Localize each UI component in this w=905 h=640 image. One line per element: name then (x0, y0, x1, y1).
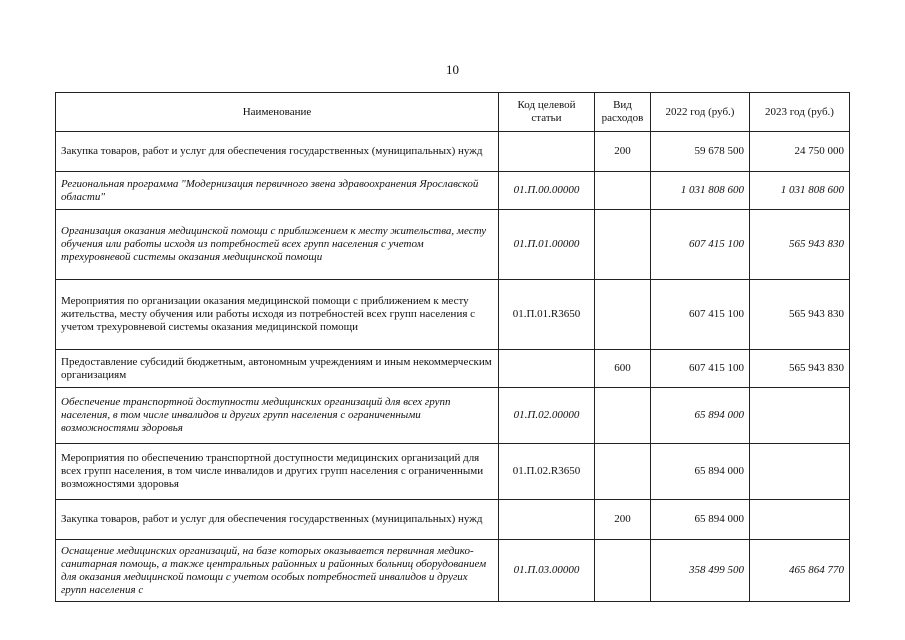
page-number: 10 (446, 62, 459, 77)
row-name: Мероприятия по организации оказания медицинской помощи с приближением к месту жительства, месту обучения или работы исходя из потребностей всех групп населения с учетом трехуровневой системы оказания медицинской помощи (56, 280, 499, 350)
row-code (499, 500, 595, 540)
row-2023: 24 750 000 (750, 132, 850, 172)
table-row (56, 132, 850, 172)
row-kind (595, 444, 651, 500)
header-code: Код целевой статьи (499, 93, 595, 132)
row-kind (595, 388, 651, 444)
table-row (56, 350, 850, 388)
row-2022: 607 415 100 (651, 280, 750, 350)
table-row (56, 540, 850, 602)
row-kind (595, 210, 651, 280)
row-kind: 200 (595, 500, 651, 540)
row-kind (595, 540, 651, 602)
row-name: Предоставление субсидий бюджетным, автономным учреждениям и иным некоммерческим организациям (56, 350, 499, 388)
row-2023 (750, 500, 850, 540)
table-row (56, 388, 850, 444)
row-code: 01.П.02.R3650 (499, 444, 595, 500)
row-code: 01.П.01.00000 (499, 210, 595, 280)
row-2022: 1 031 808 600 (651, 172, 750, 210)
row-2022: 65 894 000 (651, 500, 750, 540)
table-row (56, 500, 850, 540)
row-code (499, 132, 595, 172)
row-code: 01.П.01.R3650 (499, 280, 595, 350)
row-kind: 200 (595, 132, 651, 172)
table-header-row (56, 93, 850, 132)
row-2022: 358 499 500 (651, 540, 750, 602)
row-name: Оснащение медицинских организаций, на базе которых оказывается первичная медико-санитарная помощь, а также центральных районных и районных больниц оборудованием для оказания медицинской помощи с учетом особых потребностей инвалидов и других групп населения с (56, 540, 499, 602)
row-2022: 607 415 100 (651, 350, 750, 388)
row-name: Региональная программа "Модернизация первичного звена здравоохранения Ярославской области" (56, 172, 499, 210)
table-row (56, 210, 850, 280)
row-2023 (750, 444, 850, 500)
row-2022: 607 415 100 (651, 210, 750, 280)
row-2022: 65 894 000 (651, 444, 750, 500)
row-code: 01.П.00.00000 (499, 172, 595, 210)
header-name: Наименование (56, 93, 499, 132)
budget-table (55, 92, 850, 602)
header-2023: 2023 год (руб.) (750, 93, 850, 132)
row-kind (595, 172, 651, 210)
row-2023: 565 943 830 (750, 350, 850, 388)
header-2022: 2022 год (руб.) (651, 93, 750, 132)
header-kind: Вид расходов (595, 93, 651, 132)
row-kind (595, 280, 651, 350)
row-2023: 1 031 808 600 (750, 172, 850, 210)
table-row (56, 280, 850, 350)
row-name: Обеспечение транспортной доступности медицинских организаций для всех групп населения, в том числе инвалидов и других групп населения с ограниченными возможностями здоровья (56, 388, 499, 444)
row-name: Закупка товаров, работ и услуг для обеспечения государственных (муниципальных) нужд (56, 132, 499, 172)
row-2023: 565 943 830 (750, 280, 850, 350)
row-name: Закупка товаров, работ и услуг для обеспечения государственных (муниципальных) нужд (56, 500, 499, 540)
table-row (56, 444, 850, 500)
row-2023: 465 864 770 (750, 540, 850, 602)
row-2022: 59 678 500 (651, 132, 750, 172)
row-2023: 565 943 830 (750, 210, 850, 280)
row-code: 01.П.02.00000 (499, 388, 595, 444)
row-kind: 600 (595, 350, 651, 388)
row-2023 (750, 388, 850, 444)
table-row (56, 172, 850, 210)
row-2022: 65 894 000 (651, 388, 750, 444)
row-code: 01.П.03.00000 (499, 540, 595, 602)
row-name: Организация оказания медицинской помощи с приближением к месту жительства, месту обучения или работы исходя из потребностей всех групп населения с учетом трехуровневой системы оказания медицинской помощи (56, 210, 499, 280)
row-name: Мероприятия по обеспечению транспортной доступности медицинских организаций для всех групп населения, в том числе инвалидов и других групп населения с ограниченными возможностями здоровья (56, 444, 499, 500)
row-code (499, 350, 595, 388)
